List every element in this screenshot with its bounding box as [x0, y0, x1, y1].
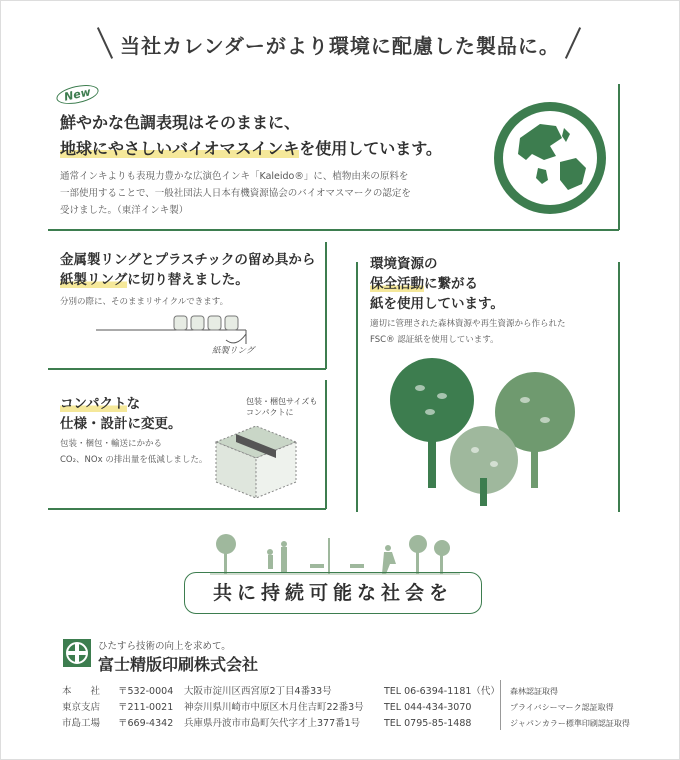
office-address: 神奈川県川崎市中原区木月住吉町22番3号: [184, 702, 364, 713]
section1-body-line2: 一部使用することで、一般社団法人日本有機資源協会のバイオマスマークの認定を: [60, 188, 411, 199]
section2-divider: [48, 368, 326, 370]
section2-body: 分別の際に、そのままリサイクルできます。: [60, 297, 229, 307]
company-logo-icon: [62, 638, 92, 668]
section3-right-line: [618, 262, 620, 512]
company-tagline: ひたすら技術の向上を求めて。: [98, 641, 231, 652]
section4-body-line1: 包装・梱包・輸送にかかる: [60, 439, 163, 449]
company-name: 富士精版印刷株式会社: [98, 655, 259, 674]
section1-side-line: [618, 84, 620, 230]
park-silhouette-illustration: [210, 530, 460, 578]
office-row: [62, 700, 502, 716]
section1-heading-rest: を使用しています。: [299, 139, 442, 158]
office-tel: TEL 044-434-3070: [384, 702, 472, 713]
section3-heading-line3: 紙を使用しています。: [370, 296, 504, 312]
section4-body-line2: CO₂、NOx の排出量を低減しました。: [60, 455, 208, 465]
page-title: 当社カレンダーがより環境に配慮した製品に。: [120, 34, 560, 58]
office-list: [62, 684, 502, 732]
section4-heading-line1: [60, 394, 140, 414]
section3-heading-highlight: 保全活動: [370, 276, 424, 292]
section1-body-line3: 受けました。（東洋インキ製）: [60, 205, 189, 216]
section1-body-line1: 通常インキよりも表現力豊かな広演色インキ「Kaleido®」に、植物由来の原料を: [60, 171, 409, 182]
section3-heading-rest: に繋がる: [424, 276, 478, 292]
section2-heading-highlight: 紙製リング: [60, 272, 128, 288]
section3-body-line2: FSC® 認証紙を使用しています。: [370, 335, 499, 345]
package-box-icon: [206, 412, 306, 502]
certification-list: [510, 684, 630, 732]
section1-heading-line2: [60, 136, 442, 161]
certification-divider: [500, 680, 501, 730]
slogan-box: 共に持続可能な社会を: [184, 572, 482, 614]
section4-heading-line2: 仕様・設計に変更。: [60, 416, 182, 432]
office-address: 兵庫県丹波市市島町矢代字才上377番1号: [184, 718, 361, 729]
office-label: 東京支店: [62, 702, 101, 713]
section3-heading-line2: [370, 274, 478, 294]
section1-heading-line1: 鮮やかな色調表現はそのままに、: [60, 113, 301, 132]
globe-icon: [490, 98, 610, 218]
section2-heading-rest: に切り替えました。: [127, 272, 249, 288]
section1-heading-highlight: 地球にやさしいバイオマスインキ: [60, 139, 300, 158]
section3-side-line: [356, 262, 358, 512]
office-label: 本 社: [62, 686, 101, 697]
package-note: [246, 396, 317, 418]
office-tel: TEL 0795-85-1488: [384, 718, 472, 729]
office-zip: 〒532-0004: [118, 686, 174, 697]
certification-item: プライバシーマーク認証取得: [510, 703, 614, 712]
package-note-line2: コンパクトに: [246, 408, 294, 417]
ring-label: 紙製リング: [212, 346, 255, 356]
office-label: 市島工場: [62, 718, 101, 729]
office-zip: 〒211-0021: [118, 702, 174, 713]
trees-illustration: [380, 350, 580, 510]
new-badge: New: [55, 82, 100, 108]
certification-item: ジャパンカラー標準印刷認証取得: [510, 719, 630, 728]
section3-body-line1: 適切に管理された森林資源や再生資源から作られた: [370, 319, 566, 329]
section4-heading-highlight: コンパクト: [60, 396, 127, 412]
section4-divider: [48, 508, 326, 510]
package-note-line1: 包装・梱包サイズも: [246, 397, 318, 406]
office-zip: 〒669-4342: [118, 718, 174, 729]
section1-divider: [48, 229, 619, 231]
section4-heading-rest: な: [126, 396, 141, 412]
section4-side-line: [325, 380, 327, 509]
office-row: [62, 684, 502, 700]
office-row: [62, 716, 502, 732]
section3-heading-line1: 環境資源の: [370, 256, 438, 272]
section2-heading-line2: [60, 270, 249, 290]
office-tel: TEL 06-6394-1181（代）: [384, 686, 500, 697]
office-address: 大阪市淀川区西宮原2丁目4番33号: [184, 686, 332, 697]
section2-heading-line1: 金属製リングとプラスチックの留め具から: [60, 252, 316, 268]
certification-item: 森林認証取得: [510, 687, 558, 696]
section2-side-line: [325, 242, 327, 369]
